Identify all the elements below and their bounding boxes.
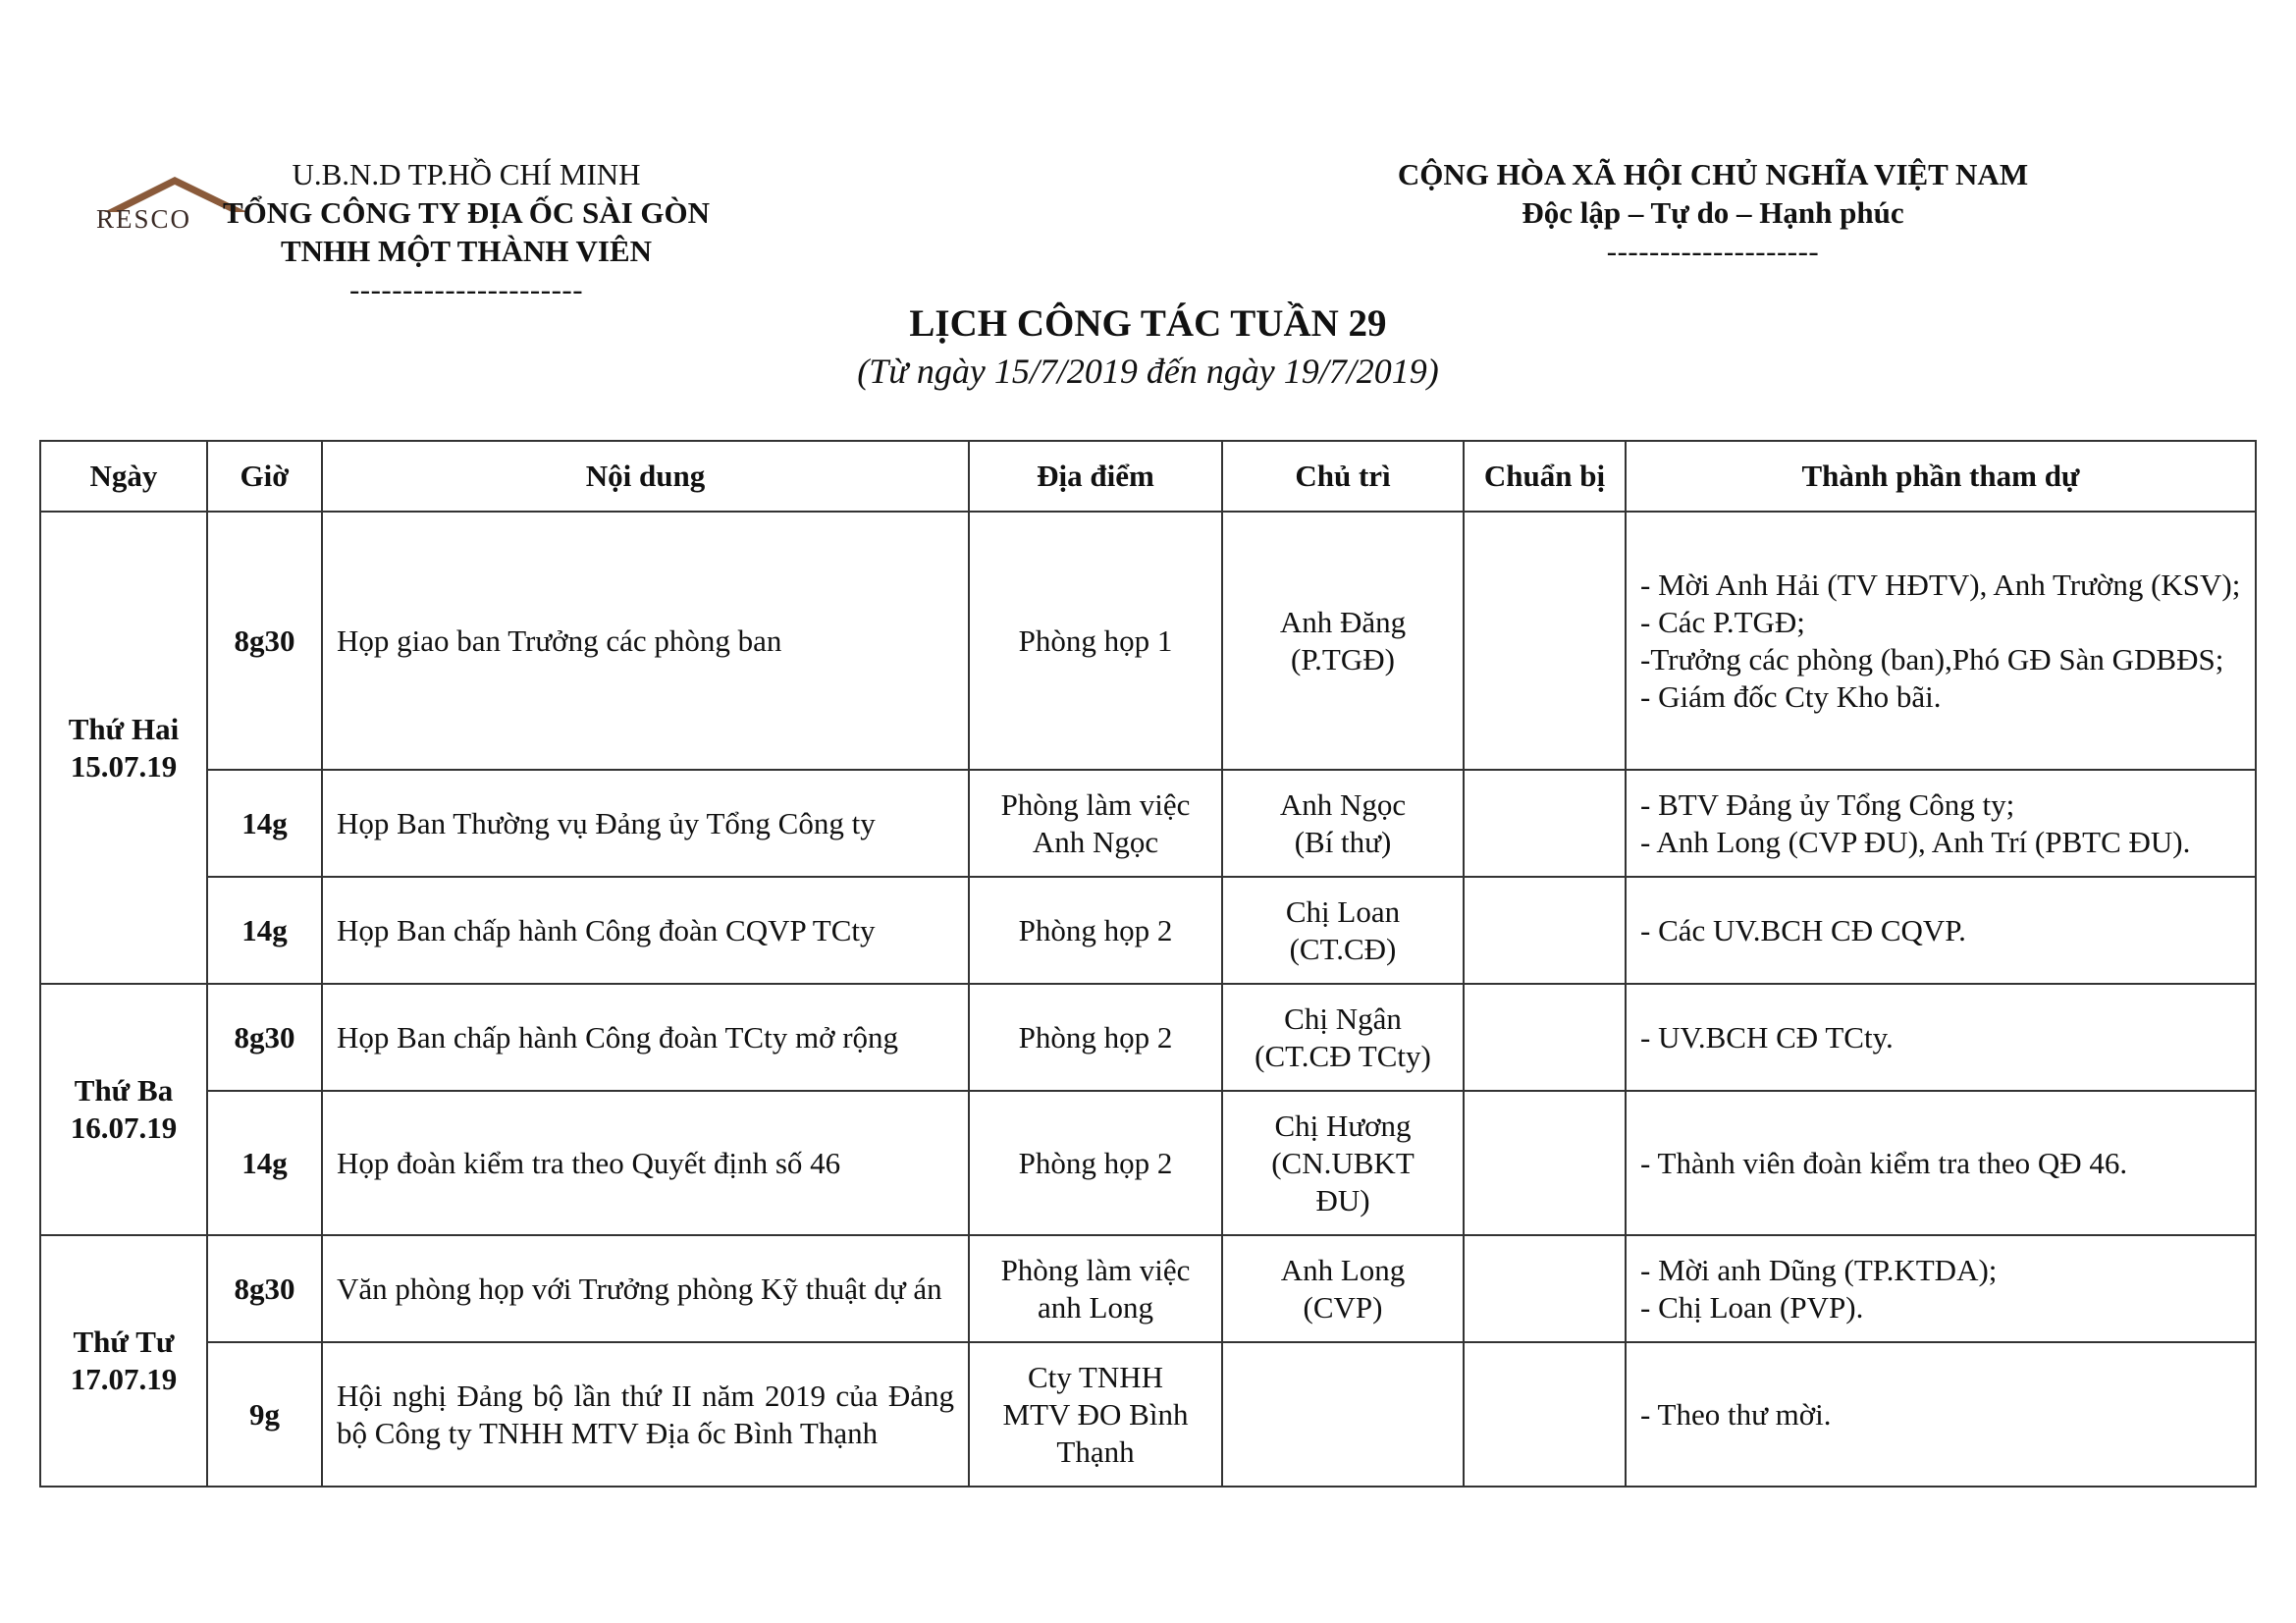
time-cell: 8g30 xyxy=(207,1235,322,1342)
host-line: (Bí thư) xyxy=(1294,824,1392,859)
attendee-line: - Chị Loan (PVP). xyxy=(1640,1289,1864,1325)
attendees-cell xyxy=(1626,984,2256,1091)
day-cell xyxy=(40,512,207,984)
host-cell xyxy=(1222,1235,1464,1342)
prepare-cell xyxy=(1464,1342,1626,1487)
attendee-line: - Các P.TGĐ; xyxy=(1640,604,1805,639)
attendees-cell xyxy=(1626,1235,2256,1342)
attendee-line: - Anh Long (CVP ĐU), Anh Trí (PBTC ĐU). xyxy=(1640,824,2191,859)
attendees-cell xyxy=(1626,770,2256,877)
agency-name: U.B.N.D TP.HỒ CHÍ MINH xyxy=(292,157,641,191)
prepare-cell xyxy=(1464,877,1626,984)
time-cell: 14g xyxy=(207,877,322,984)
day-date: 17.07.19 xyxy=(70,1362,178,1396)
location-cell: Phòng họp 1 xyxy=(969,512,1222,770)
attendee-line: - Giám đốc Cty Kho bãi. xyxy=(1640,678,1942,714)
attendee-line: - Mời anh Dũng (TP.KTDA); xyxy=(1640,1252,1998,1287)
attendee-line: - Các UV.BCH CĐ CQVP. xyxy=(1640,912,1966,947)
host-line: Anh Long xyxy=(1280,1252,1406,1287)
attendee-line: - Thành viên đoàn kiểm tra theo QĐ 46. xyxy=(1640,1145,2128,1180)
time-cell: 14g xyxy=(207,770,322,877)
prepare-cell xyxy=(1464,770,1626,877)
header-right-rule: -------------------- xyxy=(1606,234,1820,268)
location-cell: Phòng họp 2 xyxy=(969,877,1222,984)
table-header-row xyxy=(40,441,2256,512)
time-cell: 8g30 xyxy=(207,984,322,1091)
host-line: ĐU) xyxy=(1315,1182,1370,1217)
location-line: Phòng làm việc xyxy=(1000,1252,1191,1287)
attendees-cell xyxy=(1626,512,2256,770)
header-left xyxy=(79,155,854,308)
day-date: 16.07.19 xyxy=(70,1110,178,1145)
header-right xyxy=(1325,155,2101,270)
attendee-line: - Mời Anh Hải (TV HĐTV), Anh Trường (KSV); xyxy=(1640,567,2241,602)
host-line: (CT.CĐ TCty) xyxy=(1255,1038,1431,1073)
location-cell: Phòng họp 2 xyxy=(969,984,1222,1091)
table-row xyxy=(40,1091,2256,1235)
company-type: TNHH MỘT THÀNH VIÊN xyxy=(280,234,653,268)
content-cell: Văn phòng họp với Trưởng phòng Kỹ thuật dự án xyxy=(322,1235,969,1342)
time-cell: 14g xyxy=(207,1091,322,1235)
col-header: Nội dung xyxy=(322,441,969,512)
time-cell: 8g30 xyxy=(207,512,322,770)
schedule-table xyxy=(39,440,2257,1488)
prepare-cell xyxy=(1464,1235,1626,1342)
col-header: Chuẩn bị xyxy=(1464,441,1626,512)
location-line: Thạnh xyxy=(1056,1434,1135,1469)
col-header: Giờ xyxy=(207,441,322,512)
location-line: MTV ĐO Bình xyxy=(1002,1396,1189,1432)
host-cell xyxy=(1222,877,1464,984)
header-left-rule: ---------------------- xyxy=(348,272,584,306)
attendees-cell xyxy=(1626,1342,2256,1487)
national-motto: Độc lập – Tự do – Hạnh phúc xyxy=(1522,195,1904,230)
host-line: Chị Ngân xyxy=(1284,1001,1402,1036)
host-cell xyxy=(1222,984,1464,1091)
attendee-line: - BTV Đảng ủy Tổng Công ty; xyxy=(1640,786,2015,822)
content-cell: Họp đoàn kiểm tra theo Quyết định số 46 xyxy=(322,1091,969,1235)
document-title xyxy=(0,300,2296,395)
title-main: LỊCH CÔNG TÁC TUẦN 29 xyxy=(909,302,1387,345)
host-line: Chị Hương xyxy=(1274,1108,1412,1143)
content-cell: Hội nghị Đảng bộ lần thứ II năm 2019 của Đảng bộ Công ty TNHH MTV Địa ốc Bình Thạnh xyxy=(322,1342,969,1487)
host-cell xyxy=(1222,1091,1464,1235)
day-name: Thứ Tư xyxy=(73,1325,175,1359)
logo-text: RESCO xyxy=(96,204,192,234)
content-cell: Họp Ban chấp hành Công đoàn TCty mở rộng xyxy=(322,984,969,1091)
host-line: (CVP) xyxy=(1303,1289,1383,1325)
location-line: Cty TNHH xyxy=(1027,1359,1164,1394)
content-cell: Họp Ban Thường vụ Đảng ủy Tổng Công ty xyxy=(322,770,969,877)
location-cell: Phòng họp 2 xyxy=(969,1091,1222,1235)
location-line: Anh Ngọc xyxy=(1032,824,1159,859)
day-cell xyxy=(40,1235,207,1487)
host-cell xyxy=(1222,770,1464,877)
title-subtitle: (Từ ngày 15/7/2019 đến ngày 19/7/2019) xyxy=(857,352,1439,391)
host-cell xyxy=(1222,1342,1464,1487)
prepare-cell xyxy=(1464,512,1626,770)
location-line: anh Long xyxy=(1038,1289,1153,1325)
attendee-line: - UV.BCH CĐ TCty. xyxy=(1640,1019,1894,1055)
table-row xyxy=(40,1235,2256,1342)
host-line: (CT.CĐ) xyxy=(1289,931,1397,966)
host-line: Anh Đăng xyxy=(1279,604,1407,639)
location-cell xyxy=(969,1235,1222,1342)
col-header: Ngày xyxy=(40,441,207,512)
day-date: 15.07.19 xyxy=(70,748,178,784)
col-header: Địa điểm xyxy=(969,441,1222,512)
location-cell xyxy=(969,1342,1222,1487)
location-line: Phòng làm việc xyxy=(1000,786,1191,822)
company-name: TỔNG CÔNG TY ĐỊA ỐC SÀI GÒN xyxy=(222,195,711,230)
host-line: (P.TGĐ) xyxy=(1291,641,1395,676)
table-row xyxy=(40,770,2256,877)
attendees-cell xyxy=(1626,877,2256,984)
table-row xyxy=(40,512,2256,770)
host-line: Anh Ngọc xyxy=(1279,786,1407,822)
col-header: Thành phần tham dự xyxy=(1626,441,2256,512)
table-row xyxy=(40,877,2256,984)
col-header: Chủ trì xyxy=(1222,441,1464,512)
prepare-cell xyxy=(1464,1091,1626,1235)
prepare-cell xyxy=(1464,984,1626,1091)
host-line: (CN.UBKT xyxy=(1271,1145,1415,1180)
table-row xyxy=(40,1342,2256,1487)
national-title: CỘNG HÒA XÃ HỘI CHỦ NGHĨA VIỆT NAM xyxy=(1397,157,2029,191)
host-cell xyxy=(1222,512,1464,770)
day-name: Thứ Hai xyxy=(68,711,180,746)
attendees-cell xyxy=(1626,1091,2256,1235)
content-cell: Họp Ban chấp hành Công đoàn CQVP TCty xyxy=(322,877,969,984)
attendee-line: -Trưởng các phòng (ban),Phó GĐ Sàn GDBĐS; xyxy=(1640,641,2224,676)
content-cell: Họp giao ban Trưởng các phòng ban xyxy=(322,512,969,770)
attendee-line: - Theo thư mời. xyxy=(1640,1396,1832,1432)
table-row xyxy=(40,984,2256,1091)
day-name: Thứ Ba xyxy=(74,1073,174,1108)
host-line: Chị Loan xyxy=(1285,893,1401,929)
time-cell: 9g xyxy=(207,1342,322,1487)
location-cell xyxy=(969,770,1222,877)
day-cell xyxy=(40,984,207,1235)
